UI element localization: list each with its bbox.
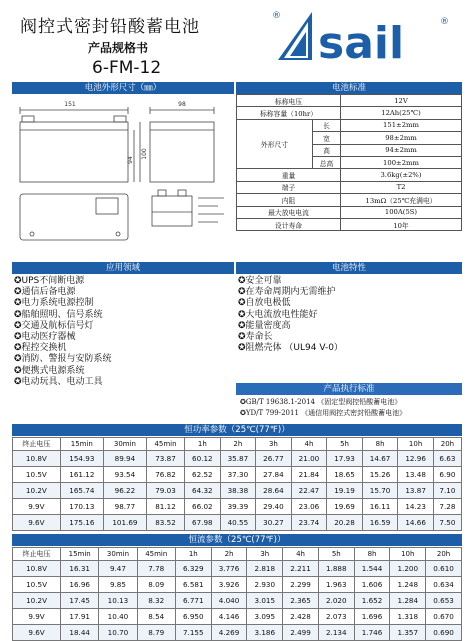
table-cell: 0.634	[426, 577, 462, 593]
table-cell: 101.69	[103, 515, 146, 531]
table-cell: 21.84	[291, 467, 327, 483]
table-cell: 2.299	[283, 577, 319, 593]
column-header: 1h	[175, 548, 211, 561]
table-cell: 1.746	[354, 625, 390, 641]
table-cell: 93.54	[103, 467, 146, 483]
table-cell: 2.818	[247, 561, 283, 577]
table-cell: 6.329	[175, 561, 211, 577]
table-cell: 2.211	[283, 561, 319, 577]
document-subtitle: 产品规格书	[88, 41, 149, 55]
table-cell: 1.284	[390, 593, 426, 609]
table-cell: 83.52	[146, 515, 184, 531]
spec-dim-label: 总高	[313, 156, 341, 168]
spec-label: 端子	[237, 181, 341, 193]
list-item: ✪GB/T 19638.1-2014 《固定型阀控铅酸蓄电池》	[240, 398, 402, 406]
spec-label: 标称电压	[237, 95, 341, 107]
list-item: ✪YD/T 799-2011 《通信用阀控式密封铅酸蓄电池》	[240, 409, 407, 417]
table-cell: 3.926	[211, 577, 247, 593]
table-cell: 98.77	[103, 499, 146, 515]
table-cell: 3.776	[211, 561, 247, 577]
column-header: 终止电压	[13, 548, 61, 561]
table-row	[13, 483, 462, 499]
row-header: 10.5V	[13, 467, 61, 483]
table-cell: 37.30	[220, 467, 256, 483]
sail-logo	[270, 8, 460, 68]
spec-dim-label: 宽	[313, 132, 341, 144]
table-cell: 18.65	[327, 467, 363, 483]
row-header: 9.6V	[13, 515, 61, 531]
table-cell: 96.22	[103, 483, 146, 499]
table-cell: 38.38	[220, 483, 256, 499]
dim-total-height-label: 100	[141, 148, 148, 160]
table-row	[13, 577, 462, 593]
table-row	[13, 515, 462, 531]
table-cell: 2.073	[318, 609, 354, 625]
list-item: ✪能量密度高	[238, 320, 291, 331]
table-cell: 35.87	[220, 451, 256, 467]
list-item: ✪大电流放电性能好	[238, 309, 318, 320]
table-cell: 8.79	[137, 625, 175, 641]
table-cell: 17.93	[327, 451, 363, 467]
table-cell: 2.134	[318, 625, 354, 641]
table-cell: 3.186	[247, 625, 283, 641]
table-cell: 9.47	[99, 561, 137, 577]
row-header: 9.9V	[13, 499, 61, 515]
table-cell: 23.06	[291, 499, 327, 515]
column-header: 4h	[283, 548, 319, 561]
spec-row	[237, 169, 462, 181]
table-cell: 12.96	[398, 451, 434, 467]
table-cell: 22.47	[291, 483, 327, 499]
column-header: 5h	[327, 438, 363, 451]
document-header	[0, 0, 474, 78]
table-cell: 17.91	[61, 609, 99, 625]
column-header: 10h	[398, 438, 434, 451]
table-cell: 0.690	[426, 625, 462, 641]
table-cell: 1.606	[354, 577, 390, 593]
table-cell: 1.318	[390, 609, 426, 625]
spec-dims-label: 外形尺寸	[237, 119, 313, 169]
table-row	[13, 499, 462, 515]
table-row	[13, 609, 462, 625]
table-cell: 8.54	[137, 609, 175, 625]
table-row	[13, 593, 462, 609]
constant-power-table	[12, 437, 462, 531]
list-item: ✪便携式电源系统	[14, 365, 85, 376]
list-item: ✪船舶照明、信号系统	[14, 309, 103, 320]
table-header-row	[13, 438, 462, 451]
spec-value: 12Ah(25℃)	[341, 107, 462, 119]
spec-value: 13mΩ（25℃充满电）	[341, 194, 462, 206]
table-cell: 175.16	[60, 515, 103, 531]
table-cell: 18.44	[61, 625, 99, 641]
table-cell: 1.200	[390, 561, 426, 577]
table-cell: 29.40	[256, 499, 292, 515]
current-table-band: 恒流参数（25℃(77℉)）	[12, 534, 462, 546]
table-cell: 10.70	[99, 625, 137, 641]
list-item: ✪在寿命周期内无需维护	[238, 287, 336, 298]
table-cell: 3.095	[247, 609, 283, 625]
applications-band: 应用领域	[12, 262, 234, 274]
spec-value: 100A(5S)	[341, 206, 462, 218]
table-row	[13, 467, 462, 483]
spec-dim-value: 94±2mm	[341, 144, 462, 156]
table-cell: 16.11	[362, 499, 398, 515]
table-cell: 2.365	[283, 593, 319, 609]
row-header: 10.8V	[13, 561, 61, 577]
features-band: 电池特性	[236, 262, 462, 274]
table-cell: 6.581	[175, 577, 211, 593]
table-cell: 154.93	[60, 451, 103, 467]
spec-row	[237, 107, 462, 119]
table-cell: 39.39	[220, 499, 256, 515]
table-cell: 13.48	[398, 467, 434, 483]
row-header: 10.5V	[13, 577, 61, 593]
list-item: ✪电动玩具、电动工具	[14, 376, 103, 387]
table-cell: 23.74	[291, 515, 327, 531]
table-cell: 73.87	[146, 451, 184, 467]
column-header: 2h	[220, 438, 256, 451]
table-cell: 16.31	[61, 561, 99, 577]
table-cell: 170.13	[60, 499, 103, 515]
spec-row	[237, 206, 462, 218]
row-header: 9.9V	[13, 609, 61, 625]
table-cell: 20.28	[327, 515, 363, 531]
spec-value: T2	[341, 181, 462, 193]
spec-table	[236, 94, 462, 231]
table-cell: 19.69	[327, 499, 363, 515]
list-item: ✪寿命长	[238, 331, 273, 342]
dim-width-label: 98	[178, 101, 186, 108]
table-cell: 89.94	[103, 451, 146, 467]
table-cell: 4.040	[211, 593, 247, 609]
table-cell: 6.90	[433, 467, 461, 483]
table-cell: 7.78	[137, 561, 175, 577]
table-cell: 2.020	[318, 593, 354, 609]
spec-value: 12V	[341, 95, 462, 107]
table-cell: 0.653	[426, 593, 462, 609]
spec-value: 3.6kg(±2%)	[341, 169, 462, 181]
column-header: 3h	[247, 548, 283, 561]
table-cell: 76.82	[146, 467, 184, 483]
spec-value: 10年	[341, 218, 462, 230]
spec-label: 设计寿命	[237, 218, 341, 230]
spec-dim-label: 长	[313, 119, 341, 131]
row-header: 10.2V	[13, 483, 61, 499]
list-item: ✪程控交换机	[14, 343, 67, 354]
column-header: 30min	[99, 548, 137, 561]
features-list	[238, 276, 462, 354]
table-cell: 1.696	[354, 609, 390, 625]
list-item: ✪消防、警报与安防系统	[14, 354, 112, 365]
table-cell: 67.98	[185, 515, 221, 531]
column-header: 20h	[433, 438, 461, 451]
spec-row	[237, 119, 462, 131]
column-header: 2h	[211, 548, 247, 561]
table-cell: 0.610	[426, 561, 462, 577]
spec-dim-label: 高	[313, 144, 341, 156]
table-cell: 7.155	[175, 625, 211, 641]
spec-dim-value: 98±2mm	[341, 132, 462, 144]
column-header: 30min	[103, 438, 146, 451]
spec-label: 内阻	[237, 194, 341, 206]
registered-mark: ®	[440, 17, 449, 27]
spec-row	[237, 181, 462, 193]
table-cell: 2.428	[283, 609, 319, 625]
table-cell: 8.09	[137, 577, 175, 593]
list-item: ✪通信后备电源	[14, 287, 76, 298]
table-cell: 1.652	[354, 593, 390, 609]
applications-list	[14, 276, 236, 388]
list-item: ✪UPS不间断电源	[14, 276, 85, 286]
table-cell: 17.45	[61, 593, 99, 609]
table-cell: 7.28	[433, 499, 461, 515]
spec-label: 标称容量（10hr）	[237, 107, 341, 119]
list-item: ✪电动医疗器械	[14, 331, 76, 342]
standards-list	[240, 397, 462, 419]
table-cell: 10.40	[99, 609, 137, 625]
dimension-drawing	[12, 94, 234, 250]
table-cell: 16.59	[362, 515, 398, 531]
column-header: 终止电压	[13, 438, 61, 451]
registered-mark-left: ®	[272, 11, 281, 21]
table-cell: 2.499	[283, 625, 319, 641]
table-cell: 1.248	[390, 577, 426, 593]
table-cell: 8.32	[137, 593, 175, 609]
power-table-band: 恒功率参数（25℃(77℉)）	[12, 424, 462, 436]
table-cell: 66.02	[185, 499, 221, 515]
list-item: ✪安全可靠	[238, 276, 282, 286]
row-header: 10.2V	[13, 593, 61, 609]
table-cell: 26.77	[256, 451, 292, 467]
spec-label: 重量	[237, 169, 341, 181]
table-cell: 1.544	[354, 561, 390, 577]
column-header: 10h	[390, 548, 426, 561]
list-item: ✪交通及航标信号灯	[14, 320, 94, 331]
table-cell: 81.12	[146, 499, 184, 515]
table-cell: 1.357	[390, 625, 426, 641]
table-header-row	[13, 548, 462, 561]
table-row	[13, 625, 462, 641]
column-header: 4h	[291, 438, 327, 451]
table-cell: 9.85	[99, 577, 137, 593]
table-cell: 14.67	[362, 451, 398, 467]
model-number: 6-FM-12	[92, 58, 162, 78]
spec-row	[237, 218, 462, 230]
column-header: 3h	[256, 438, 292, 451]
table-cell: 14.23	[398, 499, 434, 515]
specs-band: 电池标准	[236, 82, 462, 94]
table-cell: 40.55	[220, 515, 256, 531]
spec-row	[237, 194, 462, 206]
row-header: 10.8V	[13, 451, 61, 467]
table-cell: 6.950	[175, 609, 211, 625]
table-cell: 6.771	[175, 593, 211, 609]
table-cell: 14.66	[398, 515, 434, 531]
table-cell: 1.888	[318, 561, 354, 577]
table-cell: 62.52	[185, 467, 221, 483]
table-row	[13, 451, 462, 467]
standards-band: 产品执行标准	[236, 383, 462, 395]
table-cell: 0.670	[426, 609, 462, 625]
table-cell: 6.63	[433, 451, 461, 467]
column-header: 5h	[318, 548, 354, 561]
dim-height-label: 94	[127, 156, 134, 164]
list-item: ✪电力系统电源控制	[14, 298, 94, 309]
column-header: 45min	[146, 438, 184, 451]
column-header: 15min	[60, 438, 103, 451]
document-title: 阀控式密封铅酸蓄电池	[20, 17, 200, 37]
table-cell: 19.19	[327, 483, 363, 499]
table-cell: 7.10	[433, 483, 461, 499]
table-cell: 60.12	[185, 451, 221, 467]
table-cell: 21.00	[291, 451, 327, 467]
column-header: 45min	[137, 548, 175, 561]
column-header: 20h	[426, 548, 462, 561]
table-cell: 13.87	[398, 483, 434, 499]
spec-label: 最大放电电流	[237, 206, 341, 218]
column-header: 1h	[185, 438, 221, 451]
table-cell: 28.64	[256, 483, 292, 499]
table-cell: 161.12	[60, 467, 103, 483]
table-cell: 15.70	[362, 483, 398, 499]
table-cell: 4.269	[211, 625, 247, 641]
brand-wordmark: sail	[318, 18, 405, 69]
spec-row	[237, 95, 462, 107]
table-cell: 16.96	[61, 577, 99, 593]
table-cell: 79.03	[146, 483, 184, 499]
table-cell: 10.13	[99, 593, 137, 609]
table-cell: 15.26	[362, 467, 398, 483]
column-header: 8h	[354, 548, 390, 561]
table-cell: 2.930	[247, 577, 283, 593]
spec-dim-value: 151±2mm	[341, 119, 462, 131]
table-cell: 1.963	[318, 577, 354, 593]
table-cell: 4.146	[211, 609, 247, 625]
dimensions-band: 电池外形尺寸（㎜）	[12, 82, 234, 94]
table-cell: 64.32	[185, 483, 221, 499]
table-cell: 7.50	[433, 515, 461, 531]
constant-current-table	[12, 547, 462, 641]
column-header: 15min	[61, 548, 99, 561]
table-cell: 27.84	[256, 467, 292, 483]
list-item: ✪阻燃壳体 （UL94 V-0）	[238, 343, 343, 354]
column-header: 8h	[362, 438, 398, 451]
table-cell: 30.27	[256, 515, 292, 531]
dim-length-label: 151	[64, 101, 76, 108]
table-row	[13, 561, 462, 577]
row-header: 9.6V	[13, 625, 61, 641]
spec-dim-value: 100±2mm	[341, 156, 462, 168]
table-cell: 165.74	[60, 483, 103, 499]
table-cell: 3.015	[247, 593, 283, 609]
list-item: ✪自放电极低	[238, 298, 291, 309]
